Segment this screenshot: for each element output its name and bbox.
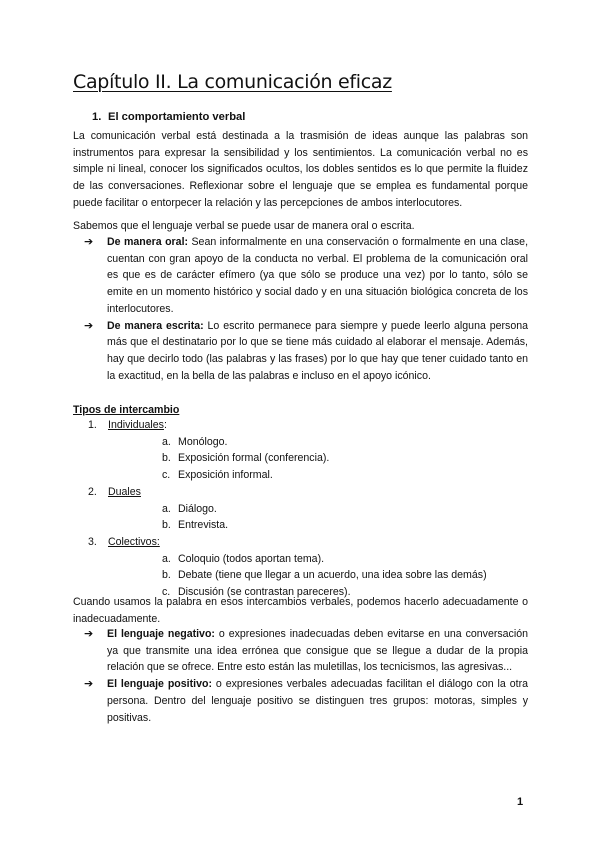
item-text: Lo escrito permanece para siempre y puede leerlo alguna persona más que el destinatario por lo que se tiene más cuidado al elaborar el mensaje. Además, hay que decirlo todo (las palabras y las frases) por lo que hay que tener cuidado tanto en la exactitud, en la bella de las palabras e incluso en el apoyo icónico. (107, 319, 529, 382)
list-item (73, 676, 528, 726)
item-label: El lenguaje negativo: (107, 628, 215, 640)
chapter-title: Capítulo II. La comunicación eficaz (73, 71, 392, 93)
section-heading (73, 109, 528, 126)
list-item (108, 434, 487, 451)
item-text: Exposición informal. (178, 469, 273, 482)
arrow-bullet-icon: ➔ (84, 319, 94, 332)
list-item (73, 484, 487, 534)
list-item (108, 517, 487, 534)
tipos-list (73, 417, 487, 601)
item-text: Discusión (se contrastan pareceres). (178, 586, 351, 599)
verbal-modes-list (73, 234, 528, 384)
arrow-bullet-icon: ➔ (84, 236, 94, 248)
item-label: El lenguaje positivo: (107, 678, 212, 691)
intercambios-paragraph: Cuando usamos la palabra en esos intercambios verbales, podemos hacerlo adecuadamente o inadecuadamente. (73, 596, 528, 625)
item-letter: a. (162, 435, 171, 448)
item-text: Debate (tiene que llegar a un acuerdo, una idea sobre las demás) (178, 569, 487, 582)
group-label: Duales (108, 485, 141, 498)
item-letter: b. (162, 569, 171, 582)
group-suffix: : (163, 419, 167, 431)
item-letter: c. (162, 469, 171, 482)
list-item (73, 534, 487, 601)
group-label: Colectivos: (108, 535, 160, 548)
item-text: Monólogo. (178, 435, 228, 448)
item-letter: b. (162, 519, 171, 532)
tipos-title: Tipos de intercambio (73, 404, 180, 416)
item-label: De manera oral: (107, 236, 189, 248)
list-item (108, 467, 487, 484)
list-item (73, 417, 487, 484)
language-types-list (73, 626, 528, 726)
list-item (73, 318, 528, 385)
item-label: De manera escrita: (107, 319, 204, 332)
list-item (108, 551, 487, 568)
item-text: Entrevista. (178, 519, 229, 532)
list-item (73, 234, 528, 318)
arrow-bullet-icon: ➔ (84, 678, 94, 691)
item-text: Sean informalmente en una conservación o formalmente en una clase, cuentan con gran apoyo de la conducta no verbal. El problema de la comunicación oral es que es de carácter efímero (ya que sólo se produce una vez) por lo tanto, sólo se emite en un momento histórico y social dado y en una situación biológica concreta de los interlocutores. (107, 236, 529, 315)
oral-escrita-paragraph: Sabemos que el lenguaje verbal se puede usar de manera oral o escrita. (73, 220, 415, 232)
item-text: o expresiones verbales adecuadas facilitan el diálogo con la otra persona. Dentro del lenguaje positivo se distinguen tres grupos: motoras, simples y positivas. (107, 678, 528, 724)
item-text: Coloquio (todos aportan tema). (178, 552, 325, 565)
page-number: 1 (517, 796, 524, 808)
item-number: 3. (88, 535, 97, 548)
list-item (73, 626, 528, 676)
sub-list (108, 501, 487, 534)
section-title: El comportamiento verbal (108, 111, 246, 123)
item-letter: a. (162, 552, 171, 565)
item-number: 2. (88, 485, 97, 498)
section-number: 1. (92, 111, 102, 123)
item-text: o expresiones inadecuadas deben evitarse en una conversación ya que transmite una idea errónea que consigue que se llegue a dudar de la propia relación que se ofrece. Entre esto están las muletillas, los tecnicismos, las agresivas... (107, 628, 528, 674)
item-letter: c. (162, 586, 171, 599)
item-letter: a. (162, 502, 171, 515)
item-text: Exposición formal (conferencia). (178, 452, 330, 465)
item-text: Diálogo. (178, 502, 217, 515)
list-item (108, 501, 487, 518)
item-letter: b. (162, 452, 171, 465)
item-number: 1. (88, 419, 97, 431)
arrow-bullet-icon: ➔ (84, 628, 94, 640)
intro-paragraph: La comunicación verbal está destinada a la trasmisión de ideas aunque las palabras son instrumentos para expresar la sensibilidad y los sentimientos. La comunicación verbal no es simple ni lineal, conocer los significados ocultos, los dobles sentidos es lo que permite la fluidez de las conversaciones. Reflexionar sobre el lenguaje que se emplea es fundamental porque puede facilitar o entorpecer la relación y las percepciones de ambos interlocutores. (73, 130, 528, 209)
list-item (108, 450, 487, 467)
sub-list (108, 434, 487, 484)
group-label: Individuales (108, 419, 164, 431)
list-item (108, 567, 487, 584)
